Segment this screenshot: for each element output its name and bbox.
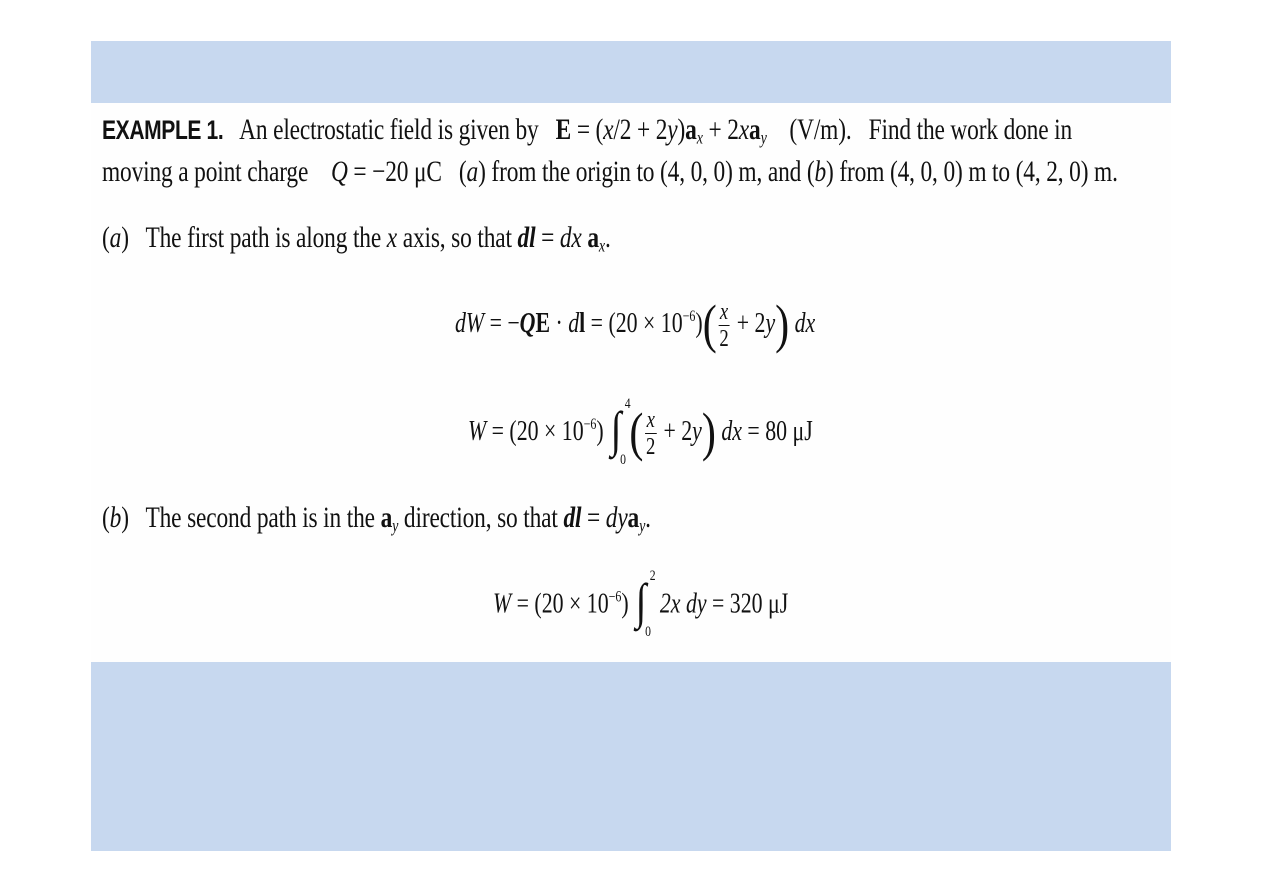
- eq2-paren-open: (: [629, 401, 644, 462]
- eq2-lower: 0: [620, 451, 626, 468]
- eq1-Q: Q: [519, 307, 536, 339]
- part-a-label-close: ): [121, 221, 129, 254]
- field-var-x: x: [603, 113, 614, 146]
- eq1-dx: dx: [794, 307, 816, 339]
- field-plus: + 2: [702, 113, 739, 146]
- eq1-mid: = −: [484, 307, 520, 339]
- eq1-den: 2: [719, 326, 729, 352]
- part-a-heading: [102, 221, 611, 255]
- part-b-unit-sub: y: [392, 515, 399, 536]
- eq3-upper: 2: [649, 568, 656, 584]
- part-b-text-1: The second path is in the: [145, 501, 375, 534]
- part-b-label-open: (: [102, 501, 110, 534]
- part-a-text-2: axis, so that: [402, 221, 512, 254]
- eq3-integral-icon: ∫ 2 0: [635, 568, 656, 640]
- field-equals: = (: [571, 113, 604, 146]
- eq2-y: y: [692, 415, 702, 447]
- part-b-unit-sub2: y: [639, 515, 646, 536]
- problem-line-2: [102, 155, 1118, 189]
- eq3-lower: 0: [645, 624, 651, 640]
- eq3-result: = 320 μJ: [706, 588, 789, 620]
- field-var-y: y: [667, 113, 678, 146]
- part-a-label-letter: a: [109, 221, 122, 254]
- part-a-unit-sub: x: [598, 235, 605, 256]
- eq1-paren-open: (: [702, 293, 717, 354]
- part-a-open: (: [458, 155, 467, 188]
- part-a-unit-a: a: [587, 221, 599, 254]
- problem-line-1: [102, 113, 1072, 147]
- unit-vector-a: a: [685, 113, 697, 146]
- part-a-dl: dl: [517, 221, 536, 254]
- field-symbol: E: [555, 113, 572, 146]
- eq1-lhs: dW: [455, 307, 485, 339]
- part-b-dy: dy: [605, 501, 628, 534]
- part-a-x: x: [386, 221, 398, 254]
- eq2-integral-icon: ∫ 4 0: [610, 395, 631, 468]
- moving-charge-text: moving a point charge: [102, 155, 309, 188]
- eq1-num: x: [719, 299, 729, 325]
- eq1-y: y: [765, 307, 776, 339]
- eq1-paren-close: ): [775, 293, 790, 354]
- eq3-lhs: W: [493, 588, 512, 620]
- eq1-close: ): [695, 307, 703, 339]
- eq3-integrand: 2x dy: [659, 588, 707, 620]
- eq2-den: 2: [646, 434, 656, 460]
- part-b-end: .: [645, 501, 651, 534]
- equation-W-part-a: [468, 395, 813, 468]
- eq3-coef: = (20 × 10: [511, 588, 609, 620]
- eq1-d: d: [568, 307, 580, 339]
- part-a-text: ) from the origin to (4, 0, 0) m, and (: [478, 155, 815, 188]
- eq2-paren-close: ): [701, 401, 716, 462]
- unit-vector-a-2: a: [749, 113, 761, 146]
- field-mid: /2 + 2: [613, 113, 668, 146]
- charge-value: = −20 μC: [347, 155, 442, 188]
- eq2-plus: + 2: [658, 415, 693, 447]
- part-b-unit-a: a: [380, 501, 393, 534]
- field-close: ): [677, 113, 686, 146]
- part-a-text-1: The first path is along the: [145, 221, 382, 254]
- eq2-coef: = (20 × 10: [486, 415, 584, 447]
- equation-dW: [455, 293, 816, 354]
- part-b-dl: dl: [563, 501, 582, 534]
- part-a-letter: a: [466, 155, 479, 188]
- eq2-dx: dx: [721, 415, 742, 447]
- part-b-label-close: ): [121, 501, 129, 534]
- eq2-fraction: [645, 408, 656, 459]
- eq1-l: l: [579, 307, 586, 339]
- field-units: (V/m).: [789, 113, 852, 146]
- unit-vector-sub-x: x: [696, 127, 703, 148]
- part-b-text: ) from (4, 0, 0) m to (4, 2, 0) m.: [826, 155, 1118, 188]
- part-b-label-letter: b: [109, 501, 122, 534]
- part-b-unit-a2: a: [627, 501, 640, 534]
- part-a-label-open: (: [102, 221, 110, 254]
- eq2-close: ): [596, 415, 604, 447]
- unit-vector-sub-y: y: [760, 127, 767, 148]
- eq2-exp: −6: [583, 416, 597, 434]
- part-b-eq: =: [581, 501, 606, 534]
- eq1-dot: ·: [550, 307, 569, 339]
- part-a-end: .: [604, 221, 611, 254]
- part-b-text-2: direction, so that: [398, 501, 558, 534]
- intro-text: An electrostatic field is given by: [239, 113, 539, 146]
- eq1-E: E: [535, 307, 551, 339]
- part-b-letter: b: [814, 155, 827, 188]
- part-b-heading: [102, 501, 651, 535]
- eq1-coef: = (20 × 10: [585, 307, 683, 339]
- example-label: EXAMPLE 1.: [102, 115, 224, 145]
- field-var-x2: x: [738, 113, 750, 146]
- eq2-upper: 4: [624, 395, 631, 412]
- eq2-result: = 80 μJ: [741, 415, 813, 447]
- eq1-exp: −6: [682, 308, 696, 326]
- equation-W-part-b: [493, 568, 789, 640]
- part-a-eq: =: [535, 221, 560, 254]
- charge-symbol: Q: [330, 155, 348, 188]
- eq1-fraction: [718, 300, 729, 351]
- eq1-plus: + 2: [731, 307, 766, 339]
- eq3-close: ): [621, 588, 629, 620]
- part-a-dx: dx: [559, 221, 582, 254]
- eq2-num: x: [646, 407, 655, 433]
- find-text: Find the work done in: [868, 113, 1073, 146]
- eq3-exp: −6: [608, 588, 622, 606]
- eq2-lhs: W: [468, 415, 487, 447]
